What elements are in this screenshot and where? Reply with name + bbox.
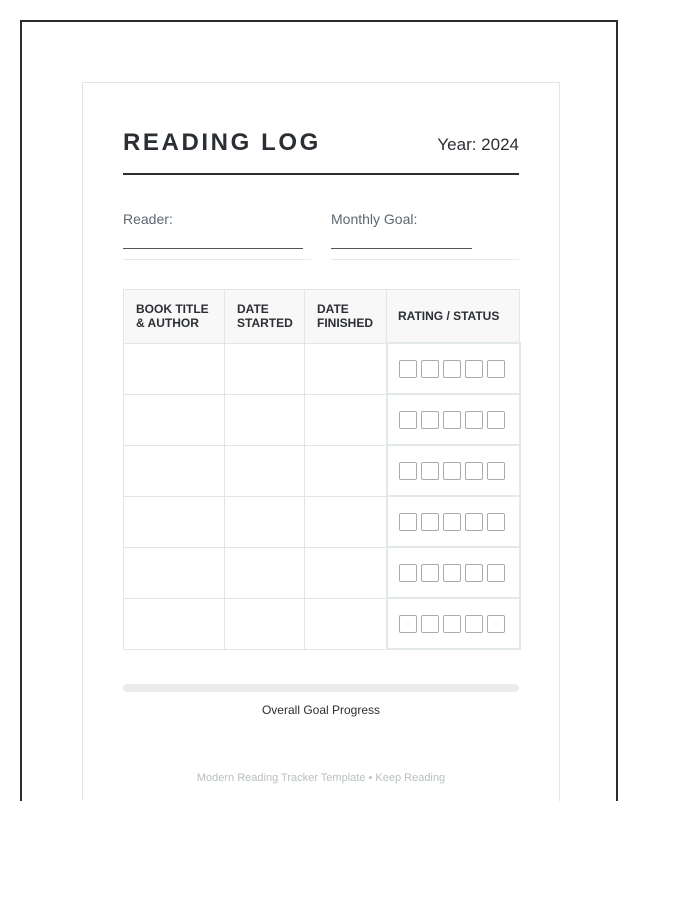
rating-status-cell [387, 394, 520, 445]
rating-status-cell [387, 343, 520, 394]
rating-status-cell [387, 598, 520, 649]
book-title-author-cell[interactable] [124, 394, 225, 445]
rating-checkbox-2[interactable] [421, 564, 439, 582]
book-title-author-cell[interactable] [124, 445, 225, 496]
year-label: Year: 2024 [437, 135, 519, 154]
header [123, 127, 519, 175]
table-header-row [124, 290, 520, 344]
table-row [124, 343, 520, 394]
book-title-author-cell[interactable] [124, 598, 225, 649]
monthly-goal-label: Monthly Goal: [331, 211, 418, 227]
rating-checkbox-2[interactable] [421, 513, 439, 531]
table-row [124, 598, 520, 649]
rating-checkbox-3[interactable] [443, 513, 461, 531]
rating-checkbox-1[interactable] [399, 615, 417, 633]
date-started-cell[interactable] [225, 343, 305, 394]
reader-input-line[interactable] [123, 248, 303, 249]
rating-checkbox-2[interactable] [421, 411, 439, 429]
rating-checkbox-4[interactable] [465, 564, 483, 582]
rating-checkbox-5[interactable] [487, 564, 505, 582]
rating-checkbox-3[interactable] [443, 564, 461, 582]
date-finished-cell[interactable] [305, 598, 387, 649]
rating-checkboxes [388, 615, 519, 633]
column-header-rating-status: RATING / STATUS [387, 290, 520, 344]
rating-checkbox-4[interactable] [465, 615, 483, 633]
rating-checkbox-3[interactable] [443, 462, 461, 480]
page-title: READING LOG [123, 129, 321, 156]
footer-text: Modern Reading Tracker Template • Keep Reading [196, 772, 446, 784]
date-finished-cell[interactable] [305, 343, 387, 394]
date-finished-cell[interactable] [305, 445, 387, 496]
rating-checkboxes [388, 513, 519, 531]
goal-progress-label: Overall Goal Progress [261, 703, 381, 717]
rating-checkbox-1[interactable] [399, 513, 417, 531]
date-finished-cell[interactable] [305, 394, 387, 445]
table-row [124, 547, 520, 598]
rating-checkboxes [388, 564, 519, 582]
book-title-author-cell[interactable] [124, 547, 225, 598]
reading-log-card [82, 82, 560, 801]
rating-checkbox-1[interactable] [399, 360, 417, 378]
reader-field[interactable] [123, 211, 311, 260]
monthly-goal-input-line[interactable] [331, 248, 472, 249]
rating-checkbox-5[interactable] [487, 615, 505, 633]
rating-checkbox-1[interactable] [399, 411, 417, 429]
rating-checkbox-5[interactable] [487, 462, 505, 480]
rating-checkbox-5[interactable] [487, 513, 505, 531]
date-started-cell[interactable] [225, 496, 305, 547]
book-title-author-cell[interactable] [124, 343, 225, 394]
date-finished-cell[interactable] [305, 496, 387, 547]
rating-checkbox-4[interactable] [465, 513, 483, 531]
goal-progress-bar [123, 684, 519, 692]
rating-checkbox-4[interactable] [465, 462, 483, 480]
rating-checkbox-3[interactable] [443, 615, 461, 633]
rating-checkbox-4[interactable] [465, 411, 483, 429]
rating-checkbox-2[interactable] [421, 615, 439, 633]
rating-checkboxes [388, 360, 519, 378]
rating-status-cell [387, 445, 520, 496]
date-started-cell[interactable] [225, 445, 305, 496]
date-started-cell[interactable] [225, 598, 305, 649]
date-started-cell[interactable] [225, 394, 305, 445]
table-row [124, 445, 520, 496]
date-finished-cell[interactable] [305, 547, 387, 598]
column-header-title-author: BOOK TITLE & AUTHOR [124, 290, 225, 344]
rating-checkbox-2[interactable] [421, 462, 439, 480]
column-header-date-finished: DATE FINISHED [305, 290, 387, 344]
rating-checkbox-3[interactable] [443, 411, 461, 429]
reading-log-table [123, 289, 521, 650]
table-row [124, 496, 520, 547]
column-header-date-started: DATE STARTED [225, 290, 305, 344]
rating-checkbox-2[interactable] [421, 360, 439, 378]
rating-checkbox-5[interactable] [487, 360, 505, 378]
rating-status-cell [387, 547, 520, 598]
date-started-cell[interactable] [225, 547, 305, 598]
page-frame [20, 20, 618, 801]
monthly-goal-field[interactable] [331, 211, 519, 260]
rating-checkbox-5[interactable] [487, 411, 505, 429]
rating-checkbox-1[interactable] [399, 564, 417, 582]
rating-checkboxes [388, 411, 519, 429]
rating-checkbox-1[interactable] [399, 462, 417, 480]
rating-checkbox-4[interactable] [465, 360, 483, 378]
rating-status-cell [387, 496, 520, 547]
rating-checkboxes [388, 462, 519, 480]
book-title-author-cell[interactable] [124, 496, 225, 547]
reader-label: Reader: [123, 211, 173, 227]
table-row [124, 394, 520, 445]
rating-checkbox-3[interactable] [443, 360, 461, 378]
